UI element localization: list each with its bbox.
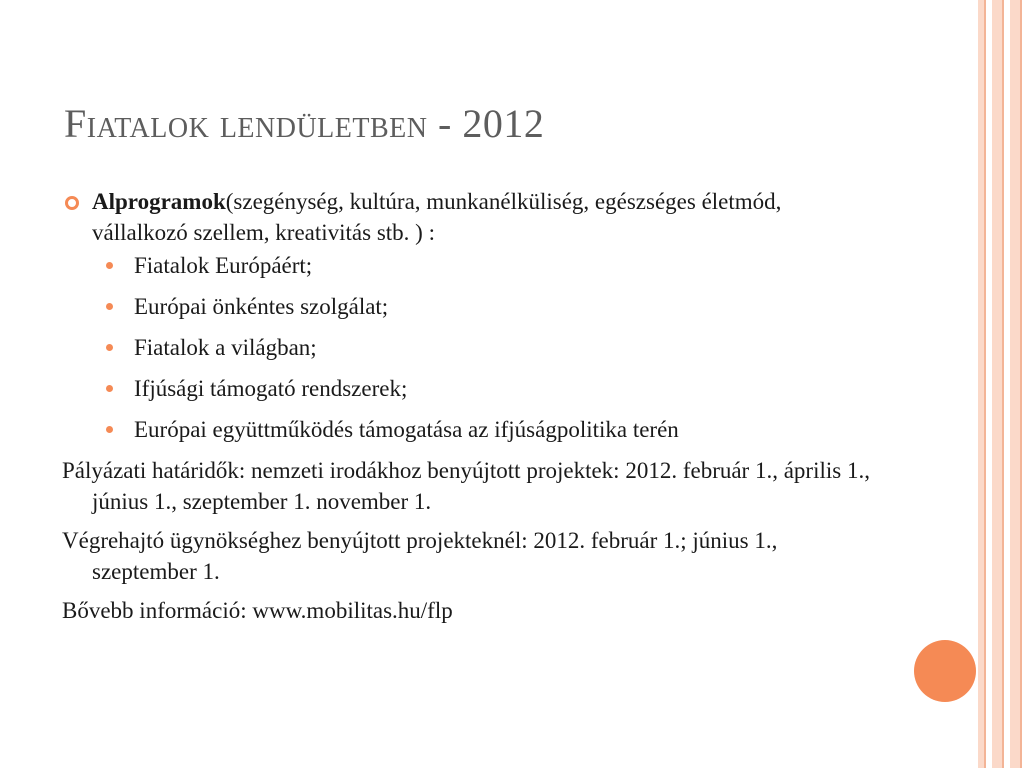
list-item <box>62 414 882 445</box>
list-item <box>62 291 882 322</box>
list-item <box>62 373 882 404</box>
list-item-text: Fiatalok a világban; <box>134 335 317 360</box>
slide-title: Fiatalok lendületben - 2012 <box>64 101 545 146</box>
list-item <box>62 250 882 281</box>
agency-deadlines-paragraph: Végrehajtó ügynökséghez benyújtott projekteknél: 2012. február 1.; június 1., szeptember 1. <box>62 528 778 584</box>
more-info-paragraph: Bővebb információ: www.mobilitas.hu/flp <box>62 598 453 623</box>
decorative-stripes <box>978 0 1024 768</box>
subprogram-list <box>62 250 882 445</box>
dot-bullet-icon <box>106 262 113 269</box>
subprograms-heading: Alprogramok <box>92 189 226 214</box>
deadlines-paragraph: Pályázati határidők: nemzeti irodákhoz benyújtott projektek: 2012. február 1., április 1., június 1., szeptember 1. november 1. <box>62 458 870 514</box>
list-item-text: Ifjúsági támogató rendszerek; <box>134 376 408 401</box>
list-item-text: Európai együttműködés támogatása az ifjúságpolitika terén <box>134 417 679 442</box>
dot-bullet-icon <box>106 426 113 433</box>
orange-circle-decoration <box>914 640 976 702</box>
circle-bullet-icon <box>65 196 79 210</box>
dot-bullet-icon <box>106 303 113 310</box>
list-item-text: Fiatalok Európáért; <box>134 253 313 278</box>
dot-bullet-icon <box>106 344 113 351</box>
slide-content <box>62 186 882 626</box>
dot-bullet-icon <box>106 385 113 392</box>
list-item <box>62 332 882 363</box>
list-item-text: Európai önkéntes szolgálat; <box>134 294 389 319</box>
subprograms-description: (szegénység, kultúra, munkanélküliség, egészséges életmód, vállalkozó szellem, kreativitás stb. ) : <box>92 189 782 245</box>
main-bullet <box>62 186 882 248</box>
